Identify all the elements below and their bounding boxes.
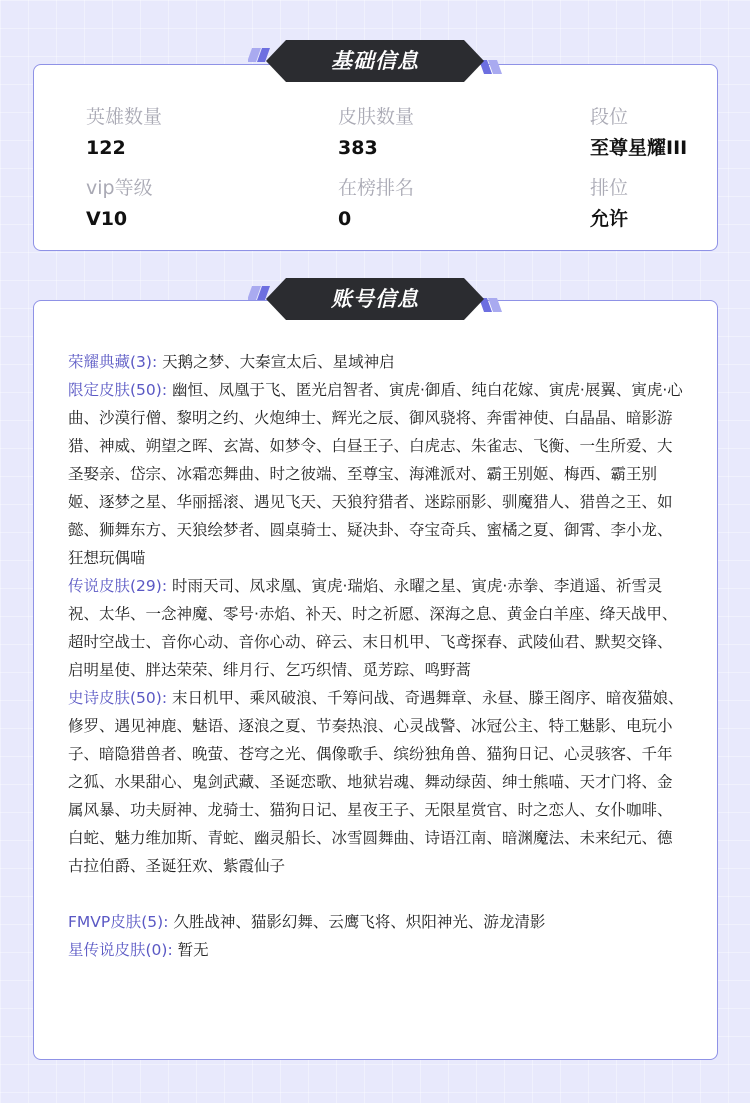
section-label: 星传说皮肤(0): (68, 941, 173, 959)
stat-ranked-play (590, 175, 628, 232)
stat-vip-level (86, 175, 153, 232)
section-star-legend-skins (68, 936, 686, 964)
stat-value: 允许 (590, 208, 629, 230)
section-fmvp-skins (68, 908, 686, 936)
section-content: 天鹅之梦、大秦宣太后、星域神启 (162, 353, 395, 371)
section-content: 时雨天司、凤求凰、寅虎·瑞焰、永曜之星、寅虎·赤拳、李逍遥、祈雪灵祝、太华、一念神魔、零号·赤焰、补天、时之祈愿、深海之息、黄金白羊座、绛天战甲、超时空战士、音你心动、音你心动、碎云、末日机甲、飞鸢探春、武陵仙君、默契交锋、启明星使、胖达荣荣、绯月行、乞巧织情、觅芳踪、鸣野蒿 (68, 577, 678, 679)
section-content: 末日机甲、乘风破浪、千筹问战、奇遇舞章、永昼、滕王阁序、暗夜猫娘、修罗、遇见神鹿、魅语、逐浪之夏、节奏热浪、心灵战警、冰冠公主、特工魅影、电玩小子、暗隐猎兽者、晚萤、苍穹之光、偶像歌手、缤纷独角兽、猫狗日记、心灵骇客、千年之狐、水果甜心、鬼剑武藏、圣诞恋歌、地狱岩魂、舞动绿茵、绅士熊喵、天才门将、金属风暴、功夫厨神、龙骑士、猫狗日记、星夜王子、无限星赏官、时之恋人、女仆咖啡、白蛇、魅力维加斯、青蛇、幽灵船长、冰雪圆舞曲、诗语江南、暗渊魔法、未来纪元、德古拉伯爵、圣诞狂欢、紫霞仙子 (68, 689, 684, 875)
stat-label: vip等级 (86, 177, 153, 199)
stat-leaderboard-rank (338, 175, 414, 232)
basic-info-title: 基础信息 (331, 49, 419, 73)
stat-value: V10 (86, 208, 128, 230)
section-label: 史诗皮肤(50): (68, 689, 168, 707)
stat-label: 在榜排名 (338, 177, 415, 199)
section-spacer (68, 880, 686, 908)
stat-label: 英雄数量 (86, 106, 163, 128)
account-info-banner (248, 276, 502, 322)
section-content: 久胜战神、猫影幻舞、云鹰飞将、炽阳神光、游龙清影 (173, 913, 546, 931)
stat-value: 0 (338, 208, 352, 230)
stat-value: 383 (338, 137, 378, 159)
stat-label: 段位 (590, 106, 629, 128)
basic-info-banner (248, 38, 502, 84)
stat-hero-count (86, 104, 162, 161)
section-label: 传说皮肤(29): (68, 577, 168, 595)
section-epic-skins (68, 684, 686, 880)
section-content: 暂无 (177, 941, 209, 959)
stat-label: 皮肤数量 (338, 106, 415, 128)
section-glory-collection (68, 348, 686, 376)
stat-rank-tier (590, 104, 687, 161)
section-label: FMVP皮肤(5): (68, 913, 169, 931)
skin-sections (68, 348, 686, 964)
section-content: 幽恒、凤凰于飞、匿光启智者、寅虎·御盾、纯白花嫁、寅虎·展翼、寅虎·心曲、沙漠行僧、黎明之约、火炮绅士、辉光之辰、御风骁将、奔雷神使、白晶晶、暗影游猎、神威、朔望之晖、玄嵩、如梦令、白昼王子、白虎志、朱雀志、飞衡、一生所爱、大圣娶亲、岱宗、冰霜恋舞曲、时之彼端、至尊宝、海滩派对、霸王别姬、梅西、霸王别姬、逐梦之星、华丽摇滚、遇见飞天、天狼狩猎者、迷踪丽影、驯魔猎人、猎兽之王、如懿、狮舞东方、天狼绘梦者、圆桌骑士、疑决卦、夺宝奇兵、蜜橘之夏、御霄、李小龙、狂想玩偶喵 (68, 381, 683, 567)
section-legend-skins (68, 572, 686, 684)
section-limited-skins (68, 376, 686, 572)
stat-skin-count (338, 104, 414, 161)
stat-value: 122 (86, 137, 126, 159)
section-label: 限定皮肤(50): (68, 381, 168, 399)
account-info-title: 账号信息 (331, 287, 419, 311)
stat-label: 排位 (590, 177, 629, 199)
stat-value: 至尊星耀III (590, 137, 688, 159)
section-label: 荣耀典藏(3): (68, 353, 158, 371)
